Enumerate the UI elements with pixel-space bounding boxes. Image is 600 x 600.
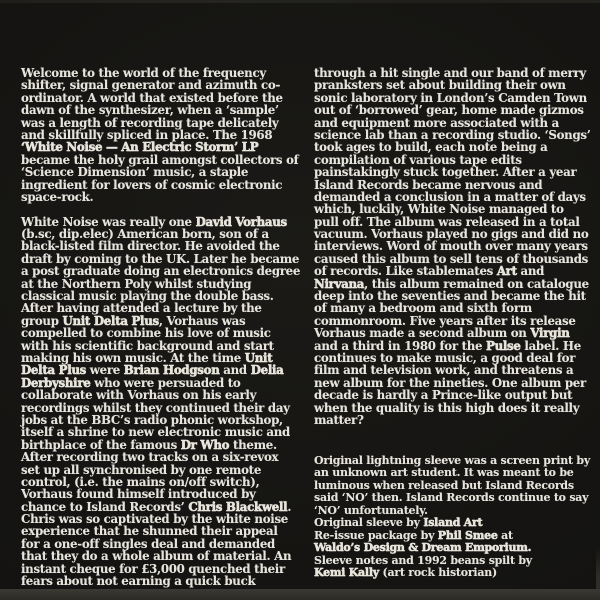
text-line: luminous when released but Island Records — [314, 478, 574, 492]
text-line: which, luckily, White Noise managed to — [314, 202, 564, 217]
text-line: ordinator. A world that existed before the — [21, 90, 283, 105]
text-line: experience that he shunned their appeal — [21, 524, 278, 539]
text-line: caused this album to sell tens of thousands — [314, 251, 588, 266]
text-line: pranksters set about building their own — [314, 78, 566, 93]
text-line: fears about not earning a quick buck — [21, 574, 256, 589]
text-line: out of ‘borrowed’ gear, home made gizmos — [314, 103, 584, 118]
text-line: Island Records became nervous and — [314, 177, 543, 192]
text-line: at the Northern Poly whilst studying — [21, 276, 252, 291]
emphasized-name: ‘White Noise — An Electric Storm’ LP — [21, 140, 259, 155]
text-line: new album for the nineties. One album per — [314, 375, 586, 390]
text-line: commonroom. Five years after its release — [314, 313, 576, 328]
text-line: and a third in 1980 for the Pulse label. He — [314, 338, 581, 353]
text-line: instant cheque for £3,000 quenched their — [21, 561, 285, 576]
text-line: of records. Like stablemates Art and — [314, 264, 545, 279]
text-line: set up all synchronised by one remote — [21, 462, 262, 477]
emphasized-name: Waldo’s Design & Dream Emporium. — [314, 541, 532, 555]
emphasized-name: Derbyshire — [21, 375, 91, 390]
text-line: jobs at the BBC’s radio phonic workshop, — [21, 412, 283, 427]
text-line: Original lightning sleeve was a screen print by — [314, 454, 590, 467]
emphasized-name: Island Art — [423, 516, 483, 530]
text-line: through a hit single and our band of merry — [314, 66, 586, 80]
text-line: Delta Plus were Brian Hodgson and Delia — [21, 363, 284, 378]
text-line: for a one-off singles deal and demanded — [21, 536, 275, 551]
emphasized-name: Unit — [244, 350, 273, 365]
text-line: itself a shrine to new electronic music and — [21, 425, 290, 440]
text-line: Vorhaus made a second album on Virgin — [314, 326, 570, 341]
text-line: recordings whilst they continued their day — [21, 400, 290, 415]
text-line: Re-issue package by Phil Smee at — [314, 528, 513, 542]
text-line: dawn of the synthesizer, when a ‘sample’ — [21, 103, 279, 118]
text-line: said ‘NO’ then. Island Records continue to say — [314, 491, 589, 505]
emphasized-name: Dr Who — [180, 437, 230, 452]
emphasized-name: David Vorhaus — [195, 214, 287, 229]
text-line: and skillfully spliced in place. The 1968 — [21, 127, 273, 142]
scan-bottom-edge — [0, 589, 600, 600]
text-line: After having attended a lecture by the — [21, 301, 262, 316]
liner-notes-column-right — [314, 67, 596, 426]
emphasized-name: Phil Smee — [437, 528, 498, 542]
emphasized-name: Kemi Kally — [314, 565, 379, 579]
emphasized-name: Delta Plus — [21, 363, 86, 378]
text-line: demanded a conclusion in a matter of days — [314, 189, 586, 204]
text-line: interviews. Word of mouth over many years — [314, 239, 588, 254]
emphasized-name: Virgin — [530, 326, 570, 341]
text-line: Welcome to the world of the frequency — [21, 66, 266, 80]
text-line: black-listed film director. He avoided the — [21, 239, 280, 254]
liner-notes-column-left — [21, 66, 301, 589]
text-line: with his scientific background and start — [21, 338, 274, 353]
text-line: ingredient for lovers of cosmic electronic — [21, 177, 283, 192]
text-line: film and television work, and threatens a — [314, 363, 574, 378]
text-line: collaborate with Vorhaus on his early — [21, 388, 257, 403]
credits-block — [314, 455, 596, 579]
emphasized-name: Nirvana — [314, 276, 365, 291]
emphasized-name: Art — [496, 264, 517, 279]
text-line: pull off. The album was released in a total — [314, 214, 580, 229]
text-line: an unknown art student. It was meant to be — [314, 466, 574, 480]
text-line: sonic laboratory in London’s Camden Town — [314, 90, 587, 105]
text-line: and equipment more associated with a — [314, 115, 559, 130]
text-line: (b.sc, dip.elec) American born, son of a — [21, 227, 269, 242]
text-line: group Unit Delta Plus, Vorhaus was — [21, 313, 246, 328]
text-line: control, (i.e. the mains on/off switch), — [21, 474, 260, 489]
text-line: became the holy grail amongst collectors of — [21, 152, 299, 167]
scan-right-edge-artifact — [596, 547, 600, 589]
text-line: ‘Science Dimension’ music, a staple — [21, 165, 249, 180]
text-line: of many a bedroom and sixth form — [314, 301, 532, 316]
text-line: deep into the seventies and became the hit — [314, 289, 586, 304]
emphasized-name: Brian Hodgson — [123, 363, 220, 378]
text-line: making his own music. At the time Unit — [21, 350, 273, 365]
text-line: ‘NO’ unfortunately. — [314, 503, 428, 517]
emphasized-name: Unit Delta Plus — [62, 313, 159, 328]
text-line: Derbyshire who were persuaded to — [21, 375, 241, 390]
text-line: vacuum. Vorhaus played no gigs and did no — [314, 227, 589, 242]
text-line: space-rock. — [21, 189, 94, 204]
emphasized-name: Chris Blackwell — [188, 499, 288, 514]
text-line: compilation of various tape edits — [314, 152, 522, 167]
text-line: took ages to build, each note being a — [314, 140, 548, 155]
text-line: Nirvana, this album remained on catalogue — [314, 276, 589, 291]
text-line: compelled to combine his love of music — [21, 326, 271, 341]
text-line: a post graduate doing an electronics degree — [21, 264, 301, 279]
text-line: After recording two tracks on a six-revox — [21, 450, 279, 465]
scan-top-edge — [0, 0, 600, 3]
text-line: classical music playing the double bass. — [21, 289, 274, 304]
emphasized-name: Delia — [250, 363, 284, 378]
text-line: birthplace of the famous Dr Who theme. — [21, 437, 277, 452]
text-line: Sleeve notes and 1992 beans spilt by — [314, 553, 532, 567]
text-line: Kemi Kally (art rock historian) — [314, 565, 497, 579]
text-line: Vorhaus found himself introduced by — [21, 487, 256, 502]
text-line: matter? — [314, 412, 364, 427]
text-line: that they do a whole album of material. An — [21, 549, 292, 564]
text-line: draft by coming to the UK. Later he became — [21, 251, 300, 266]
text-line: Chris was so captivated by the white noise — [21, 512, 288, 527]
text-line: painstakingly stuck together. After a year — [314, 165, 577, 180]
text-line — [314, 542, 596, 554]
text-line — [21, 141, 297, 153]
text-line: continues to make music, a good deal for — [314, 350, 576, 365]
text-line: decade is hardly a Prince-like output but — [314, 388, 573, 403]
text-line: when the quality is this high does it really — [314, 400, 580, 415]
emphasized-name: Pulse — [486, 338, 521, 353]
text-line: chance to Island Records’ Chris Blackwell. — [21, 499, 292, 514]
text-line: was a length of recording tape delicately — [21, 115, 279, 130]
text-line: Original sleeve by Island Art — [314, 516, 483, 530]
text-line: shifter, signal generator and azimuth co- — [21, 78, 281, 93]
text-line: White Noise was really one David Vorhaus — [21, 214, 287, 229]
text-line: science lab than a recording studio. ‘Songs’ — [314, 127, 591, 142]
